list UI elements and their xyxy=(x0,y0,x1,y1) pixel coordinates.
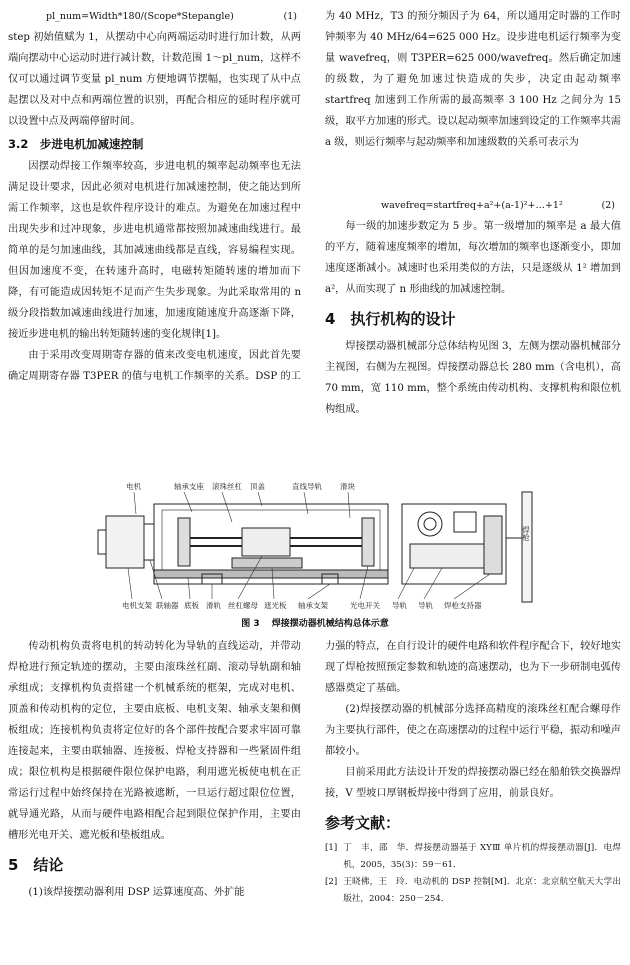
motor-shape xyxy=(98,516,154,568)
figure-top-labels xyxy=(126,481,355,491)
label-guide: 导轨 xyxy=(418,601,433,610)
label-linear-guide: 直线导轨 xyxy=(292,482,322,491)
equation-2-formula: wavefreq=startfreq+a²+(a-1)²+…+1² xyxy=(381,200,563,211)
label-base-plate: 底板 xyxy=(184,601,199,610)
reference-text: 丁 丰，邵 华．焊接摆动器基于 XYⅢ 单片机的焊接摆动器[J]．电焊机，2005，35(3)：59－61． xyxy=(343,843,621,870)
paragraph-continued xyxy=(325,6,621,195)
section-3-2-title: 3.2 步进电机加减速控制 xyxy=(8,137,144,151)
reference-item xyxy=(325,874,621,908)
equation-1 xyxy=(8,6,301,27)
section-4-title: 4 执行机构的设计 xyxy=(325,310,456,328)
section-5-title: 5 结论 xyxy=(8,856,64,874)
paragraph: 目前采用此方法设计开发的焊接摆动器已经在船舶铁交换器焊接，V 型坡口厚钢板焊接中得到了应用，前景良好。 xyxy=(325,767,621,799)
label-welding-torch: 焊枪 xyxy=(521,526,531,541)
paragraph: 传动机构负责将电机的转动转化为导轨的直线运动，并带动焊枪进行预定轨迹的摆动，主要由滚珠丝杠副、滚动导轨副和轴承组成；支撑机构负责搭建一个机械系统的框架，完成对电机、顶盖和传动机构的定位，主要由底板、电机支架、轴承支架和侧板组成；连接机构负责将定位好的各个部件按配合要求牢固可靠连接起来，主要由联轴器、连接板、焊枪支持器和一些紧固件组成；限位机构是根据硬件限位保护电路，利用遮光板使电机在正常运行过程中始终保持在光路被遮断，一旦运行超过限位位置，就导通光路，从而与硬件电路相配合起到限位保护作用，主要由槽形光电开关、遮光板和垫板组成。 xyxy=(8,641,301,841)
label-ball-screw: 滚珠丝杠 xyxy=(212,482,242,491)
references-list xyxy=(325,840,621,908)
label-motor-bracket: 电机支架 xyxy=(122,601,152,610)
label-bearing-bracket: 轴承支架 xyxy=(298,601,328,610)
label-coupling: 联轴器 xyxy=(156,601,179,610)
label-torch-holder: 焊枪支持器 xyxy=(444,601,482,610)
equation-2-number: (2) xyxy=(601,200,615,211)
figure-bottom-labels xyxy=(122,600,482,610)
paragraph: 力强的特点，在自行设计的硬件电路和软件程序配合下，较好地实现了焊枪按照预定参数和轨迹的高速摆动，也为下一步研制电弧传感器奠定了基础。 xyxy=(325,641,621,694)
side-view-shape xyxy=(402,492,532,602)
housing-shape xyxy=(154,504,388,584)
paragraph: (2)焊接摆动器的机械部分选择高精度的滚珠丝杠配合螺母作为主要执行部件，使之在高速摆动的过程中运行平稳，振动和噪声都较小。 xyxy=(325,704,621,757)
paragraph: 每一级的加速步数定为 5 步。第一级增加的频率是 a 最大值的平方，随着速度频率的增加，每次增加的频率也逐渐变小，即加速度逐渐减小。减速时也采用类似的方法，只是逐级从 1² 增加到 a²，从而实现了 n 形曲线的加减速控制。 xyxy=(325,221,621,295)
label-photoelectric-switch: 光电开关 xyxy=(350,601,380,610)
reference-text: 王晓佛，王 玲．电动机的 DSP 控制[M]．北京：北京航空航天大学出版社，2004：250－254． xyxy=(343,877,621,904)
references-title: 参考文献： xyxy=(325,814,401,832)
label-bearing-seat: 轴承支座 xyxy=(174,482,204,491)
figure-3-number: 图 3 xyxy=(241,619,260,629)
label-slider: 滑块 xyxy=(340,482,355,491)
label-guide: 导轨 xyxy=(392,601,407,610)
reference-number: [2] xyxy=(325,877,338,887)
label-screw-nut: 丝杠螺母 xyxy=(228,601,258,610)
paragraph: (1)该焊接摆动器利用 DSP 运算速度高、外扩能 xyxy=(28,887,245,898)
right-column-top xyxy=(325,6,621,420)
label-rail: 滑轨 xyxy=(206,601,221,610)
paragraph: 焊接摆动器机械部分总体结构见图 3，左侧为摆动器机械部分主视图，右侧为左视图。焊接摆动器总长 280 mm（含电机），高 70 mm，宽 110 mm，整个系统由传动机构、支撑机构和限位机构组成。 xyxy=(325,341,621,415)
leader-lines-top xyxy=(134,492,350,522)
figure-3-caption xyxy=(0,616,630,629)
reference-item xyxy=(325,840,621,874)
right-column-bottom xyxy=(325,636,621,908)
label-top-cover: 顶盖 xyxy=(250,482,265,491)
equation-1-number: (1) xyxy=(283,11,297,22)
left-column-bottom xyxy=(8,636,301,903)
label-shading-plate: 遮光板 xyxy=(264,601,287,610)
equation-1-formula: pl_num=Width*180/(Scope*Stepangle) xyxy=(46,11,234,22)
figure-3-caption-text: 焊接摆动器机械结构总体示意 xyxy=(271,619,389,629)
reference-number: [1] xyxy=(325,843,338,853)
paragraph-continued-text: 为 40 MHz，T3 的预分频因子为 64，所以通用定时器的工作时钟频率为 40 MHz/64=625 000 Hz。设步进电机运行频率为变量 wavefreq，则 T3PER=625 000/wavefreq。然后确定加速的级数，为了避免加速过快造成的失步，决定由起动频率 startfreq 加速到工作所需的最高频率 3 100 Hz 之间分为 15 级，取平方加速的形式。设以起动频率加速到设定的工作频率共需 a 级，则运行频率与起动频率和加速级数的关系可表示为 xyxy=(325,11,621,148)
label-motor: 电机 xyxy=(126,482,141,491)
paragraph: 由于采用改变周期寄存器的值来改变电机速度，因此首先要确定周期寄存器 T3PER 的值与电机工作频率的关系。DSP 的工 xyxy=(8,350,301,382)
paragraph: 因摆动焊接工作频率较高，步进电机的频率起动频率也无法满足设计要求，因此必须对电机进行加减速控制，使之能达到所需工作频率，这也是软件程序设计的难点。为避免在加速过程中出现失步和过冲现象，步进电机通常都按照加减速曲线进行。最简单的是匀加速曲线，其加减速曲线都是直线，容易编程实现。但因加速度不变，在转速升高时，电磁转矩随转速的增加而下降，有可能造成因转矩不足而产生失步现象。为此采取常用的 n 级分段指数加减速曲线进行加速，加速度随速度升高逐渐下降，接近步进电机的输出转矩随转速的变化规律[1]。 xyxy=(8,161,301,340)
paragraph: step 初始值赋为 1，从摆动中心向两端运动时进行加计数，从两端向摆动中心运动时进行减计数，计数范围 1～pl_num，这样不仅可以通过调节变量 pl_num 方便地调节摆幅，也实现了从中点起摆以及对中点和两端位置的识别，再配合相应的延时程序就可以设置中点及两端停留时间。 xyxy=(8,32,301,127)
equation-2 xyxy=(325,195,621,216)
left-column-top xyxy=(8,6,301,387)
figure-3-diagram xyxy=(92,478,540,628)
